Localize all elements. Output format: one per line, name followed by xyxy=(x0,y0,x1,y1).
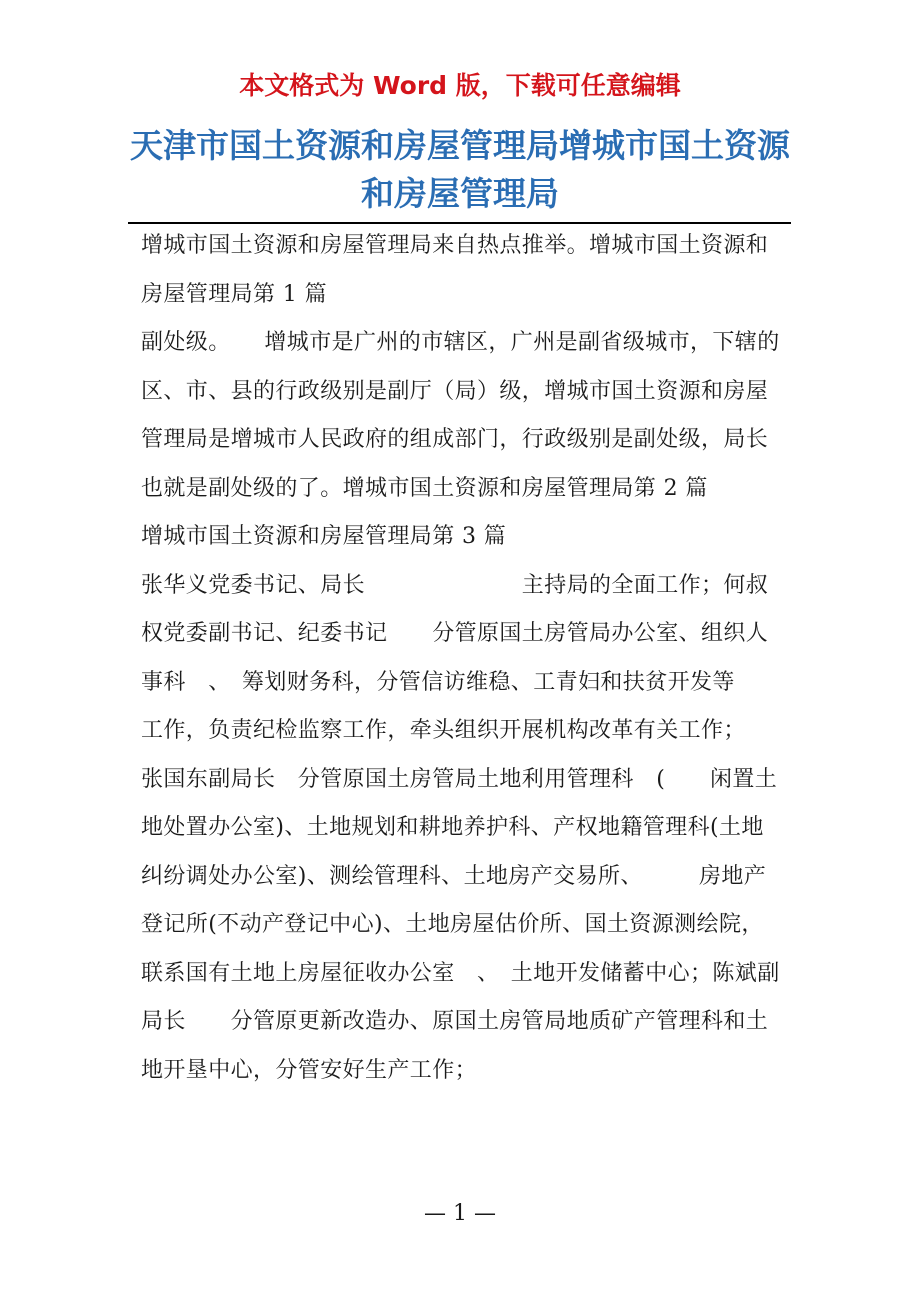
page-number: — 1 — xyxy=(424,1201,496,1226)
paragraph-article-2: 副处级。 增城市是广州的市辖区，广州是副省级城市，下辖的区、市、县的行政级别是副厅（局）级，增城市国土资源和房屋管理局是增城市人民政府的组成部门，行政级别是副处级，局长也就是副处级的了。增城市国土资源和房屋管理局第 2 篇 xyxy=(141,330,780,501)
document-title: 天津市国土资源和房屋管理局增城市国土资源和房屋管理局 xyxy=(130,126,790,213)
paragraph-intro: 增城市国土资源和房屋管理局来自热点推举。增城市国土资源和房屋管理局第 1 篇 xyxy=(141,233,769,307)
paragraph-leadership: 张华义党委书记、局长 主持局的全面工作；何叔权党委副书记、纪委书记 分管原国土房管局办公室、组织人事科 、 筹划财务科，分管信访维稳、工青妇和扶贫开发等 工作，负责纪检监察工作，牵头组织开展机构改革有关工作； 张国东副局长 分管原国土房管局土地利用管理科 ( 闲置土地处置办公室)、土地规划和耕地养护科、产权地籍管理科(土地纠纷调处办公室)、测绘管理科、土地房产交易所、 房地产登记所(不动产登记中心)、土地房屋估价所、国土资源测绘院，联系国有土地上房屋征收办公室 、 土地开发储蓄中心；陈斌副局长 分管原更新改造办、原国土房管局地质矿产管理科和土地开垦中心，分管安好生产工作； xyxy=(141,572,915,1083)
document-body xyxy=(141,222,915,1095)
paragraph-article-3: 增城市国土资源和房屋管理局第 3 篇 xyxy=(141,524,507,549)
download-banner: 本文格式为 Word 版，下载可任意编辑 xyxy=(239,71,681,100)
